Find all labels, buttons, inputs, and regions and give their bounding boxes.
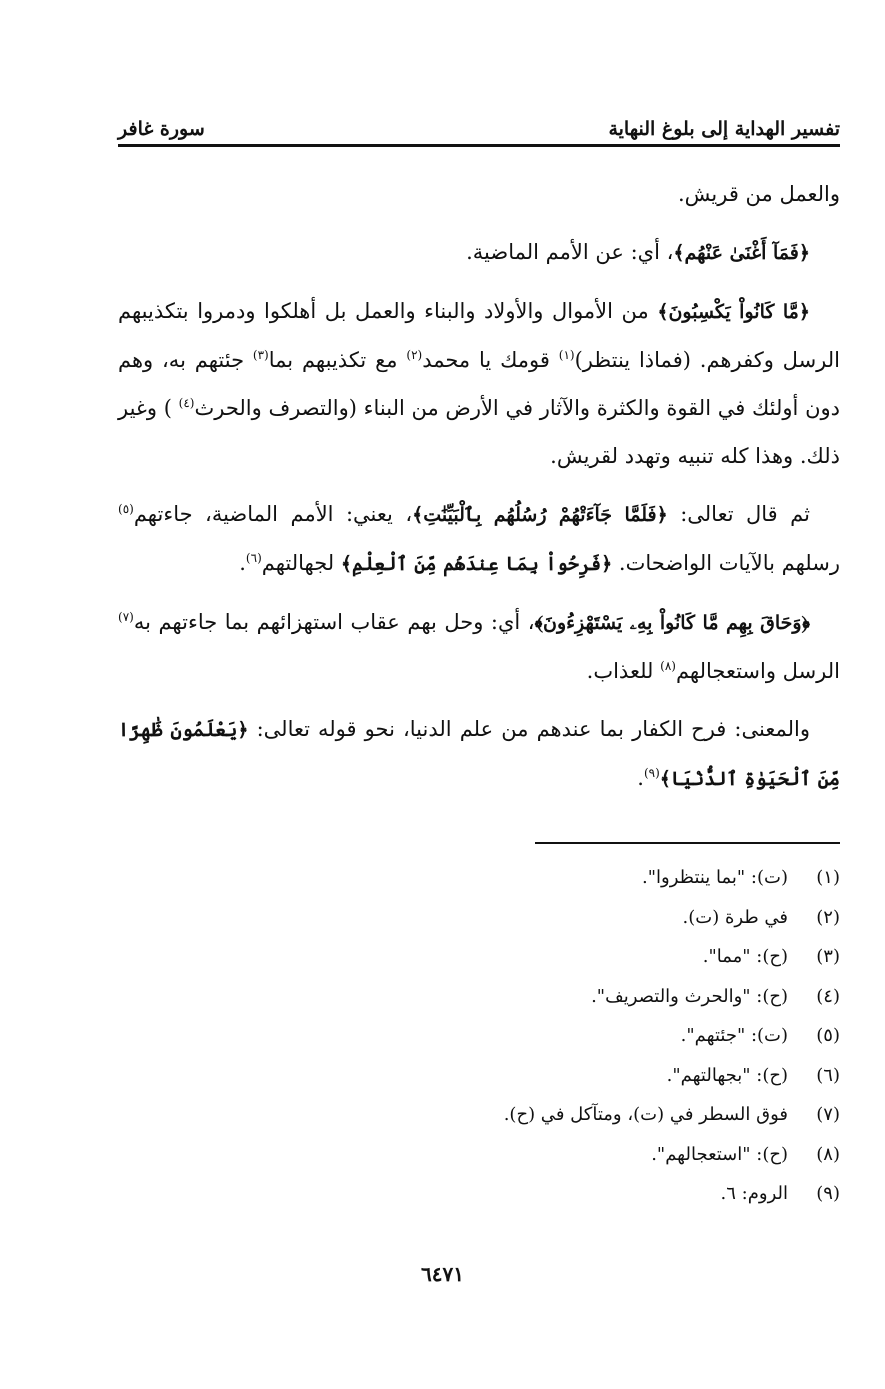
footnote-item [118,898,840,938]
paragraph-3 [118,287,840,480]
quran-verse: ﴿يَعْلَمُونَ ظَٰهِرًا مِّنَ ٱلْحَيَوٰةِ ٱلدُّنْيَا﴾ [118,719,840,790]
book-title: تفسير الهداية إلى بلوغ النهاية [608,118,840,140]
text-run: . [239,551,246,575]
footnote-item [118,858,840,898]
footnote-number: (٩) [816,1183,840,1204]
paragraph-2 [118,228,840,277]
footnote-number: (١) [816,867,840,888]
paragraph-5 [118,598,840,695]
footnote-ref-4[interactable]: (٤) [178,396,195,410]
running-header [118,100,840,140]
footnote-number: (٥) [816,1025,840,1046]
footnote-separator [535,842,840,844]
footnote-ref-1[interactable]: (١) [558,348,575,362]
footnotes-list [118,858,840,1214]
footnote-item [118,1056,840,1096]
footnote-item [118,1016,840,1056]
main-text [118,170,840,813]
text-run: رسلهم بالآيات الواضحات. [612,551,840,575]
footnote-item [118,1135,840,1175]
text-run: ) وغير ذلك. وهذا كله تنبيه وتهدد لقريش. [118,396,840,468]
text-run: ، أي: وحل بهم عقاب استهزائهم بما جاءتهم به [133,610,535,634]
text-run: للعذاب. [586,659,661,683]
footnote-item [118,977,840,1017]
paragraph-6 [118,705,840,803]
footnote-ref-6[interactable]: (٦) [245,551,262,565]
text-run: ثم قال تعالى: [667,502,810,526]
quran-verse: ﴿وَحَاقَ بِهِم مَّا كَانُواْ بِهِۦ يَسْتَهْزِءُونَ﴾ [534,612,810,634]
text-run: قومك يا محمد [422,348,559,372]
footnote-ref-5[interactable]: (٥) [118,502,134,516]
text-run: لجهالتهم [261,551,341,575]
text-run: والعمل من قريش. [677,182,840,206]
paragraph-1 [118,170,840,218]
footnote-text: (ح): "استعجالهم". [651,1143,788,1165]
footnote-item [118,1174,840,1214]
text-run: جئتهم به، وهم دون أولئك في القوة والكثرة والآثار في الأرض من البناء (والتصرف والحرث [118,348,840,420]
quran-verse: ﴿فَلَمَّا جَآءَتْهُمْ رُسُلُهُم بِٱلْبَيِّنَٰتِ﴾ [412,504,668,526]
footnote-number: (٧) [816,1104,840,1125]
footnote-number: (٤) [816,985,840,1007]
surah-name: سورة غافر [118,118,205,140]
text-run: من الأموال والأولاد والبناء والعمل بل أهلكوا ودمروا بتكذيبهم الرسل وكفرهم. (فماذا ينتظر) [118,299,841,372]
footnote-item [118,937,840,977]
footnote-ref-8[interactable]: (٨) [660,659,676,673]
footnote-text: (ت): "جئتهم". [680,1025,788,1046]
text-run: مع تكذيبهم بما [268,348,407,372]
footnote-text: (ح): "بجهالتهم". [666,1064,788,1086]
text-run: الرسل واستعجالهم [675,659,840,683]
footnote-text: (ح): "والحرث والتصريف". [591,985,788,1007]
text-run: . [637,766,644,790]
footnote-text: (ح): "مما". [702,946,788,967]
quran-verse: ﴿مَّا كَانُواْ يَكْسِبُونَ﴾ [657,301,810,323]
footnote-number: (٣) [816,946,840,967]
footnote-ref-7[interactable]: (٧) [118,610,134,624]
footnote-text: في طرة (ت). [682,906,788,928]
footnote-number: (٨) [816,1143,840,1165]
footnote-text: (ت): "بما ينتظروا". [642,867,788,888]
quran-verse: ﴿فَمَآ أَغْنَىٰ عَنْهُم﴾ [673,242,810,264]
text-run: والمعنى: فرح الكفار بما عندهم من علم الدنيا، نحو قوله تعالى: [248,717,810,741]
footnote-ref-3[interactable]: (٣) [252,348,269,362]
footnote-number: (٢) [816,906,840,928]
quran-verse: ﴿فَرِحُواْ بِمَا عِندَهُم مِّنَ ٱلْعِلْمِ﴾ [340,553,613,575]
footnote-ref-9[interactable]: (٩) [643,766,660,780]
footnote-ref-2[interactable]: (٢) [406,348,423,362]
footnote-number: (٦) [816,1064,840,1086]
footnote-text: فوق السطر في (ت)، ومتآكل في (ح). [503,1104,788,1125]
text-run: ، أي: عن الأمم الماضية. [466,240,674,264]
header-rule [118,144,840,147]
text-run: ، يعني: الأمم الماضية، جاءتهم [133,502,413,526]
footnote-text: الروم: ٦. [720,1183,788,1204]
paragraph-4 [118,490,840,588]
footnote-item [118,1095,840,1135]
page-number: ٦٤٧١ [421,1262,464,1286]
